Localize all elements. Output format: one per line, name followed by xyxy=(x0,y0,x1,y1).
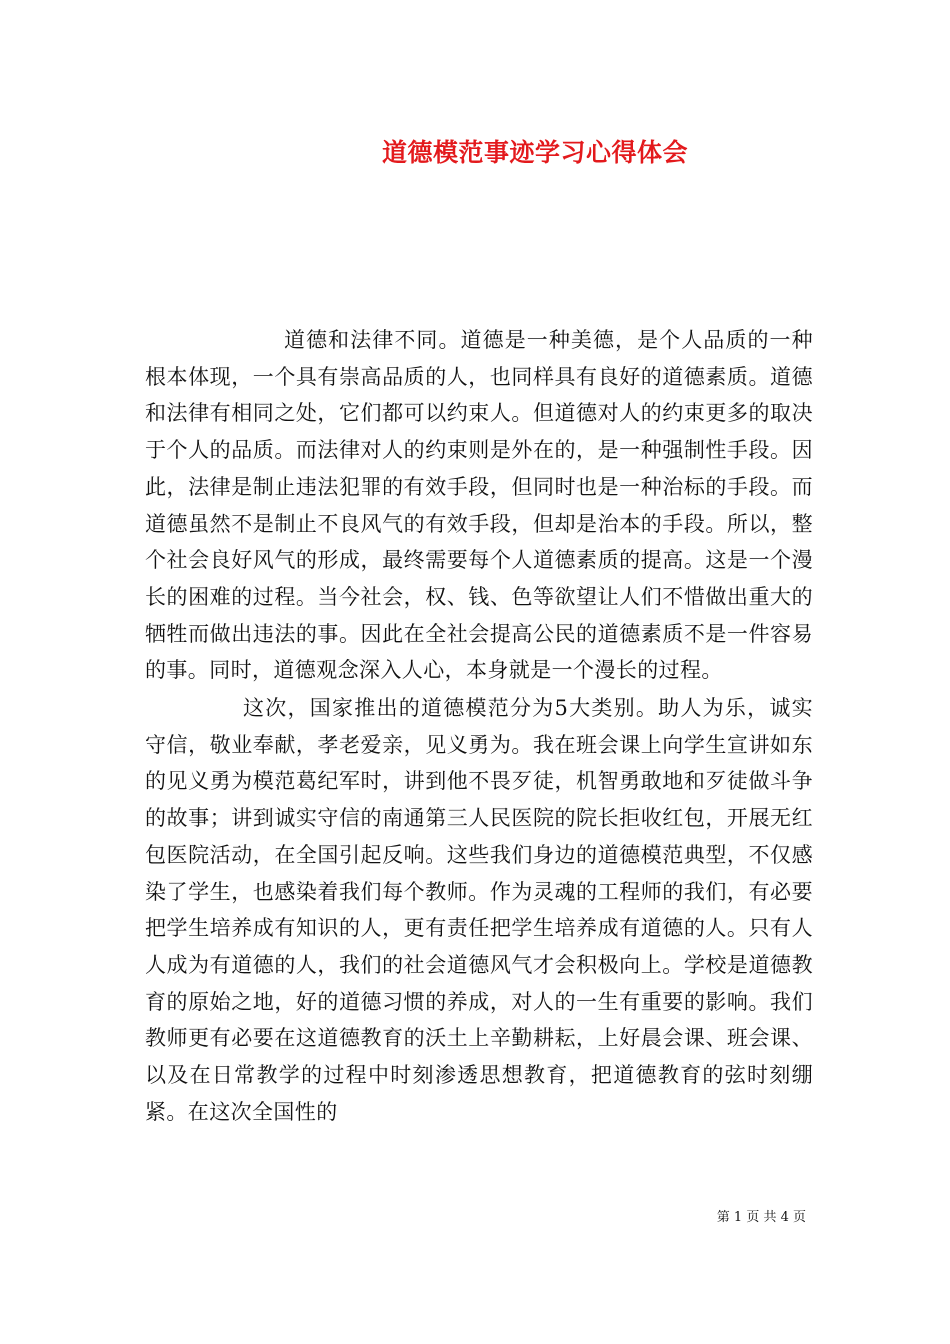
paragraph: 这次，国家推出的道德模范分为5大类别。助人为乐，诚实守信，敬业奉献，孝老爱亲，见义勇为。我在班会课上向学生宣讲如东的见义勇为模范葛纪军时，讲到他不畏歹徒，机智勇敢地和歹徒做斗争的故事；讲到诚实守信的南通第三人民医院的院长拒收红包，开展无红包医院活动，在全国引起反响。这些我们身边的道德模范典型，不仅感染了学生，也感染着我们每个教师。作为灵魂的工程师的我们，有必要把学生培养成有知识的人，更有责任把学生培养成有道德的人。只有人人成为有道德的人，我们的社会道德风气才会积极向上。学校是道德教育的原始之地，好的道德习惯的养成，对人的一生有重要的影响。我们教师更有必要在这道德教育的沃土上辛勤耕耘，上好晨会课、班会课、以及在日常教学的过程中时刻渗透思想教育，把道德教育的弦时刻绷紧。在这次全国性的 xyxy=(145,696,813,1124)
document-title: 道德模范事迹学习心得体会 xyxy=(381,138,688,167)
page-number: 第 1 页 共 4 页 xyxy=(716,1210,806,1225)
document-body xyxy=(145,322,813,1130)
paragraph: 道德和法律不同。道德是一种美德，是个人品质的一种根本体现，一个具有崇高品质的人，也同样具有良好的道德素质。道德和法律有相同之处，它们都可以约束人。但道德对人的约束更多的取决于个人的品质。而法律对人的约束则是外在的，是一种强制性手段。因此，法律是制止违法犯罪的有效手段，但同时也是一种治标的手段。而道德虽然不是制止不良风气的有效手段，但却是治本的手段。所以，整个社会良好风气的形成，最终需要每个人道德素质的提高。这是一个漫长的困难的过程。当今社会，权、钱、色等欲望让人们不惜做出重大的牺牲而做出违法的事。因此在全社会提高公民的道德素质不是一件容易的事。同时，道德观念深入人心，本身就是一个漫长的过程。 xyxy=(145,328,813,683)
